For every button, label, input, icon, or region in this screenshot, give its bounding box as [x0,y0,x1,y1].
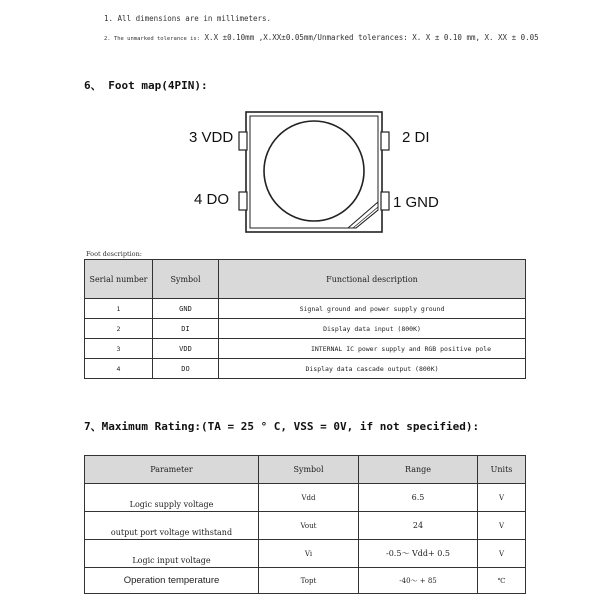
range-cell: -40～ + 85 [359,568,478,594]
pin-label-gnd: 1 GND [393,194,439,211]
serial-cell: 3 [85,339,153,359]
pad-gnd [381,192,389,210]
serial-cell: 1 [85,299,153,319]
table-header-row [85,260,526,299]
header-range: Range [359,456,478,484]
note-tolerance-values: X.X ±0.10mm ,X.XX±0.05mm/Unmarked tolerances: X. X ± 0.10 mm, X. XX ± 0.05 [204,33,539,42]
symbol-cell: DO [153,359,219,379]
symbol-cell: Vdd [259,484,359,512]
pin-label-do: 4 DO [194,191,230,208]
table-row [85,484,526,512]
maximum-rating-table [84,455,526,594]
maximum-rating-heading: 7、Maximum Rating:(TA = 25 ° C, VSS = 0V, if not specified): [84,420,480,433]
table-row [85,339,526,359]
unit-cell: V [478,512,526,540]
parameter-cell: Operation temperature [85,568,259,594]
table-row [85,359,526,379]
header-symbol: Symbol [259,456,359,484]
symbol-cell: Vout [259,512,359,540]
note-tolerance-prefix: 2. The unmarked tolerance is: [104,36,201,42]
foot-description-table [84,259,526,379]
foot-description-caption: Foot description: [86,250,142,258]
table-header-row [85,456,526,484]
description-cell: INTERNAL IC power supply and RGB positive pole [219,339,526,359]
table-row [85,540,526,568]
header-function: Functional description [219,260,526,299]
symbol-cell: Vi [259,540,359,568]
header-serial: Serial number [85,260,153,299]
symbol-cell: DI [153,319,219,339]
foot-map-heading: 6、 Foot map(4PIN): [84,79,208,92]
range-cell: -0.5～ Vdd+ 0.5 [359,540,478,568]
range-cell: 6.5 [359,484,478,512]
table-row [85,319,526,339]
pad-do [239,192,247,210]
unit-cell: ℃ [478,568,526,594]
description-cell: Signal ground and power supply ground [219,299,526,319]
parameter-cell: Logic input voltage [85,540,259,568]
package-outline [246,112,382,232]
led-package-diagram [236,110,392,234]
range-cell: 24 [359,512,478,540]
symbol-cell: VDD [153,339,219,359]
parameter-cell: output port voltage withstand [85,512,259,540]
header-symbol: Symbol [153,260,219,299]
description-cell: Display data cascade output (800K) [219,359,526,379]
serial-cell: 2 [85,319,153,339]
note-tolerance [104,33,539,42]
pad-vdd [239,132,247,150]
symbol-cell: GND [153,299,219,319]
pin-label-di: 2 DI [402,129,430,146]
header-units: Units [478,456,526,484]
table-row [85,299,526,319]
pad-di [381,132,389,150]
unit-cell: V [478,540,526,568]
unit-cell: V [478,484,526,512]
parameter-cell: Logic supply voltage [85,484,259,512]
header-parameter: Parameter [85,456,259,484]
description-cell: Display data input (800K) [219,319,526,339]
pin-label-vdd: 3 VDD [189,129,234,146]
symbol-cell: Topt [259,568,359,594]
table-row [85,568,526,594]
table-row [85,512,526,540]
serial-cell: 4 [85,359,153,379]
note-dimensions: 1. All dimensions are in millimeters. [104,14,272,23]
